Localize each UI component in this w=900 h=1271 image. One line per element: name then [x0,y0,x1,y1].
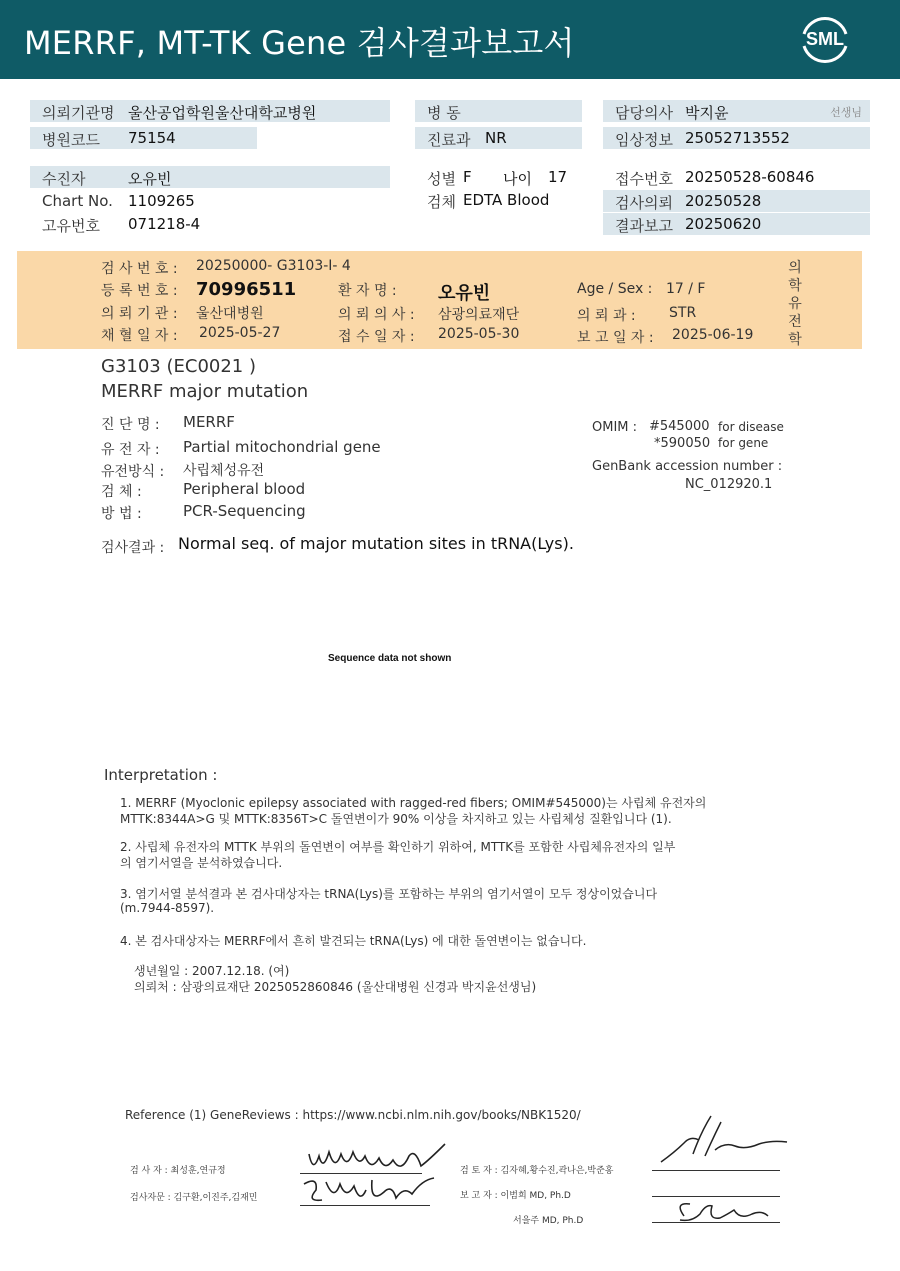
inheritance-label: 유전방식 : [101,464,165,480]
hospital-code-value: 75154 [128,129,176,147]
requesting-dept-label: 의 뢰 과 : [577,308,636,324]
test-code: G3103 (EC0021 ) [101,356,256,377]
hospital-code-field [30,127,257,149]
advisor: 검사자문 : 김구환,이진주,김재민 [130,1193,258,1203]
result-label: 검사결과 : [101,540,165,556]
clinical-info-label: 임상정보 [615,131,673,149]
patient-field [30,166,390,188]
collect-date-value: 2025-05-27 [199,325,281,341]
unique-no-value: 071218-4 [128,215,201,233]
result-report-label: 결과보고 [615,217,673,235]
test-request-value: 20250528 [685,192,762,210]
chart-no-label: Chart No. [42,192,113,210]
chart-no-field [30,190,330,212]
reviewer: 검 토 자 : 김자혜,황수진,곽나은,박준홍 [460,1166,614,1176]
specimen-field [415,189,590,211]
interpretation-heading: Interpretation : [104,766,218,784]
ward-field [415,100,582,122]
test-no-value: 20250000- G3103-I- 4 [196,258,351,274]
omim-disease-note: for disease [718,420,784,434]
interpretation-item2-line1: 2. 사립체 유전자의 MTTK 부위의 돌연변이 여부를 확인하기 위하여, MTTK를 포함한 사립체유전자의 일부 [120,840,676,854]
receipt-no-value: 20250528-60846 [685,168,815,186]
interpretation-item3-line1: 3. 염기서열 분석결과 본 검사대상자는 tRNA(Lys)를 포함하는 부위의 염기서열이 모두 정상이었습니다 [120,887,658,901]
department-label: 진료과 [427,131,471,149]
specimen-label: 검체 [427,193,456,211]
birth-date: 생년월일 : 2007.12.18. (여) [134,964,290,978]
interpretation-item1-line1: 1. MERRF (Myoclonic epilepsy associated with ragged-red fibers; OMIM#545000)는 사립체 유전자의 [120,796,707,810]
test-no-label: 검 사 번 호 : [101,261,178,277]
receive-date-value: 2025-05-30 [438,326,520,342]
ward-label: 병 동 [427,104,461,122]
report-header [0,0,900,79]
genbank-label: GenBank accession number : [592,459,783,474]
reference: Reference (1) GeneReviews : https://www.ncbi.nlm.nih.gov/books/NBK1520/ [125,1108,581,1122]
result-report-field [603,213,870,235]
patient-label: 수진자 [42,170,86,188]
patient-value: 오유빈 [128,170,172,188]
inheritance-value: 사립체성유전 [183,463,265,479]
age-value: 17 [548,168,568,186]
reporter2: 서을주 MD, Ph.D [513,1216,584,1226]
chart-no-value: 1109265 [128,192,195,210]
specimen-value: EDTA Blood [463,191,550,209]
gene-value: Partial mitochondrial gene [183,438,381,456]
department-field [415,127,582,149]
report-date-value: 2025-06-19 [672,327,754,343]
sex-label: 성별 [427,170,456,188]
clinical-info-value: 25052713552 [685,129,790,147]
patient-name-label: 환 자 명 : [338,283,397,299]
test-name: MERRF major mutation [101,381,309,402]
omim-label: OMIM : [592,420,638,435]
requesting-institution-label: 의뢰기관명 [42,104,115,122]
sequence-note: Sequence data not shown [328,653,452,664]
test-request-label: 검사의뢰 [615,194,673,212]
reg-no-value: 70996511 [196,279,297,300]
genbank-value: NC_012920.1 [685,477,773,492]
report-title: MERRF, MT-TK Gene 검사결과보고서 [24,24,575,62]
specimen-type-value: Peripheral blood [183,480,306,498]
inst-value: 울산대병원 [196,306,264,322]
reviewer-signature [655,1112,795,1172]
advisor-signature [300,1172,450,1212]
unique-no-field [30,213,330,235]
interpretation-item2-line2: 의 염기서열을 분석하였습니다. [120,856,283,870]
doctor-label: 담당의사 [615,104,673,122]
interpretation-item4: 4. 본 검사대상자는 MERRF에서 흔히 발견되는 tRNA(Lys) 에 대한 돌연변이는 없습니다. [120,934,587,948]
department-value: NR [485,129,507,147]
requesting-dept-value: STR [669,305,697,321]
interpretation-item1-line2: MTTK:8344A>G 및 MTTK:8356T>C 돌연변이가 90% 이상을 차지하고 있는 사립체성 질환입니다 (1). [120,812,672,826]
omim-gene: *590050 [654,436,711,451]
report-date-label: 보 고 일 자 : [577,330,654,346]
requesting-doctor-label: 의 뢰 의 사 : [338,307,415,323]
reporter2-signature [670,1196,780,1226]
doctor-value: 박지윤 [685,104,729,122]
referrer: 의뢰처 : 삼광의료재단 2025052860846 (울산대병원 신경과 박지윤선생님) [134,980,537,994]
receive-date-label: 접 수 일 자 : [338,329,415,345]
age-sex-value: 17 / F [666,281,706,297]
requesting-institution-field [30,100,390,122]
receipt-no-label: 접수번호 [615,170,673,188]
gene-label: 유 전 자 : [101,442,160,458]
patient-name-value: 오유빈 [438,283,491,304]
receipt-no-field [603,166,870,188]
diagnosis-value: MERRF [183,413,235,431]
test-request-field [603,190,870,212]
omim-disease: #545000 [649,419,710,434]
diagnosis-label: 진 단 명 : [101,417,160,433]
age-label: 나이 [503,170,532,188]
reporter: 보 고 자 : 이범희 MD, Ph.D [460,1191,571,1201]
doctor-suffix: 선생님 [830,106,862,119]
method-label: 방 법 : [101,506,142,522]
hospital-code-label: 병원코드 [42,131,100,149]
method-value: PCR-Sequencing [183,502,306,520]
medical-genetics-side-label: 의 학 유 전 학 [788,260,802,348]
collect-date-label: 채 혈 일 자 : [101,328,178,344]
requesting-doctor-value: 삼광의료재단 [438,307,520,323]
result-value: Normal seq. of major mutation sites in tRNA(Lys). [178,534,574,553]
sex-age-field [415,166,590,188]
doctor-field [603,100,870,122]
inst-label: 의 뢰 기 관 : [101,306,178,322]
specimen-type-label: 검 체 : [101,484,142,500]
requesting-institution-value: 울산공업학원울산대학교병원 [128,104,317,122]
examiner: 검 사 자 : 최성훈,연규정 [130,1166,226,1176]
unique-no-label: 고유번호 [42,217,100,235]
logo-text: SML [806,29,844,49]
sex-value: F [463,168,472,186]
interpretation-item3-line2: (m.7944-8597). [120,901,215,915]
sml-logo [798,14,852,64]
omim-gene-note: for gene [718,436,769,450]
result-report-value: 20250620 [685,215,762,233]
age-sex-label: Age / Sex : [577,281,653,297]
reg-no-label: 등 록 번 호 : [101,283,178,299]
clinical-info-field [603,127,870,149]
